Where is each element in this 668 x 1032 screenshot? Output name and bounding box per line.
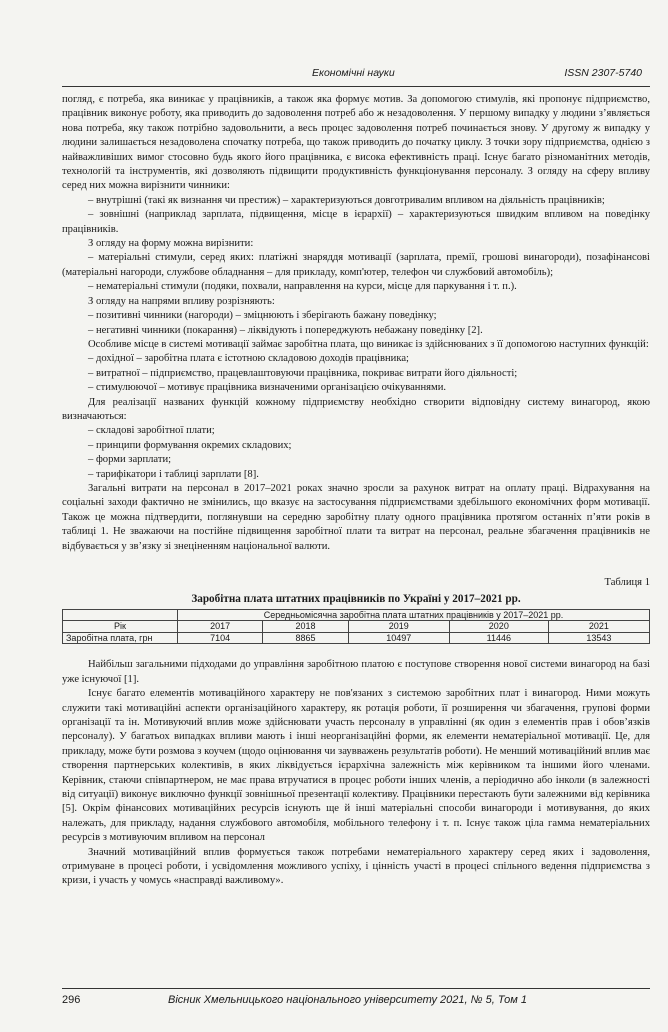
- table-cell: 2019: [348, 621, 449, 633]
- table-cell: 2018: [263, 621, 348, 633]
- list-item: – складові заробітної плати;: [88, 425, 215, 437]
- header-rule: [62, 86, 650, 87]
- list-item: – витратної – підприємство, працевлаштовуючи працівника, покриває витрати його діяльності;: [88, 367, 518, 379]
- journal-section: Економічні науки: [312, 67, 395, 79]
- table-cell: 2021: [548, 621, 649, 633]
- page-footer: [62, 992, 650, 1010]
- list-item: – негативні чинники (покарання) – ліквідують і попереджують небажану поведінку [2].: [88, 324, 483, 336]
- table-cell: 10497: [348, 632, 449, 644]
- issn: ISSN 2307-5740: [564, 67, 642, 79]
- paragraph: З огляду на форму можна вирізнити:: [88, 238, 254, 250]
- list-item: – форми зарплати;: [88, 454, 172, 466]
- paragraph: Загальні витрати на персонал в 2017–2021 роках значно зросли за рахунок витрат на оплату праці. Відрахування на соціальні заходи фактично не змінились, що вказує на застосування підприємствами здебільшого економічних форм мотивації. Також це можна підтвердити, поглянувши на середню заробітну плату одного працівника протягом останніх п’яти років в таблиці 1. Не зважаючи на постійне підвищення заробітної плати та витрат на персонал, реальне збагачення працівників не відбувається у зв’язку зі знеціненням національної валюти.: [62, 482, 650, 552]
- table-row: [63, 621, 650, 633]
- list-item: – нематеріальні стимули (подяки, похвали, направлення на курси, місце для паркування і т. п.).: [88, 281, 517, 293]
- page-header: [62, 63, 652, 83]
- table-row: [63, 632, 650, 644]
- table-cell: 13543: [548, 632, 649, 644]
- table-cell: 7104: [178, 632, 263, 644]
- table-subheader: Середньомісячна заробітна плата штатних працівників у 2017–2021 рр.: [178, 609, 650, 621]
- list-item: – позитивні чинники (нагороди) – зміцнюють і зберігають бажану поведінку;: [88, 310, 437, 322]
- paragraph: Особливе місце в системі мотивації займає заробітна плата, що виникає із здійснюваних з її допомогою наступних функцій:: [88, 338, 649, 350]
- table-number: Таблиця 1: [604, 577, 650, 588]
- list-item: – внутрішні (такі як визнання чи престиж) – характеризуються довготривалим впливом на діяльність працівників;: [88, 194, 605, 206]
- table-cell: 2020: [449, 621, 548, 633]
- paragraph: погляд, є потреба, яка виникає у працівників, а також яка формує мотив. За допомогою стимулів, які пропонує підприємство, працівник виконує роботу, яка приводить до задоволення потреб або ж незадоволення. У першому випадку у людини з’являється нова потреба, яку також потрібно задовольнити, а весь процес задоволення потреб починається знову. У другому ж випадку у людини залишається незадоволена спочатку потреба, що також приводить до початку циклу. З точки зору підприємства, однією з найважливіших вимог стосовно будь якого його працівника, є висока ефективність праці. Існує багато різноманітних методів, технологій та інструментів, які дозволяють підвищити продуктивність функціонування персоналу. З огляду на сферу впливу серед них можна вирізнити чинники:: [62, 94, 650, 192]
- table-row: [63, 609, 650, 621]
- list-item: – матеріальні стимули, серед яких: платіжні знаряддя мотивації (зарплата, премії, грошові винагороди), позафінансові (матеріальні нагороди, службове обладнання – для прикладу, комп'ютер, телефон чи службовий автомобіль);: [62, 252, 650, 278]
- paragraph: Для реалізації названих функцій кожному підприємству необхідно створити відповідну систему винагород, якою визначаються:: [62, 396, 650, 422]
- paragraph: Існує багато елементів мотиваційного характеру не пов'язаних з системою заробітних плат і винагород. Ними можуть служити такі мотиваційні аспекти організаційного характеру, як ротація роботи, її розширення чи збагачення, групові форми організації та ін. Мотивуючий вплив може здійснювати участь персоналу в управлінні (як один з елементів прав і обов’язків персоналу). У багатьох випадках впливи мають і інші неорганізаційні форми, як елементи нематеріальної мотивації. Це, для прикладу, може бути розмова з коучем (щодо оцінювання чи заувважень результатів роботи). Не менший мотиваційний вплив має створення партнерських колективів, в яких ліквідується ієрархічна залежність між керівником та іншими його членами. Керівник, стаючи співпартнером, не має права втручатися в процес роботи інших членів, а періодично або інколи (в залежності від ситуації) виконує виключно функції зовнішньої презентації колективу. Працівники перестають бути залежними від керівника [5]. Окрім фінансових мотиваційних ресурсів існують ще й інші матеріальні способи винагороди і мотивування, до яких належать, для прикладу, надання службового автомобіля, мобільного телефону і т. п. Існує також ціла гамма нематеріальних ресурсів з мотивуючим впливом на персонал: [62, 688, 650, 844]
- table-row-label: Заробітна плата, грн: [63, 632, 178, 644]
- list-item: – принципи формування окремих складових;: [88, 439, 292, 451]
- paragraph: З огляду на напрями впливу розрізняють:: [88, 295, 275, 307]
- list-item: – тарифікатори і таблиці зарплати [8].: [88, 468, 259, 480]
- paragraph: Найбільш загальними підходами до управління заробітною платою є поступове створення нової системи винагород на базі уже існуючої [1].: [62, 659, 650, 685]
- paragraph: Значний мотиваційний вплив формується також потребами нематеріального характеру серед яких і задоволення, отримуване в процесі роботи, і усвідомлення можливого успіху, і цінність участі в процесі спільного ведення підприємства з кризи, і участь у чомусь «насправді важливому».: [62, 846, 650, 887]
- list-item: – зовнішні (наприклад зарплата, підвищення, місце в ієрархії) – характеризуються швидким впливом на поведінку працівників.: [62, 209, 650, 235]
- salary-table: [62, 609, 650, 645]
- table-title: Заробітна плата штатних працівників по Україні у 2017–2021 рр.: [191, 593, 521, 606]
- table-cell: 11446: [449, 632, 548, 644]
- footer-rule: [62, 988, 650, 989]
- page-number: 296: [62, 994, 81, 1006]
- journal-name: Вісник Хмельницького національного університету 2021, № 5, Том 1: [168, 994, 528, 1006]
- table-row-label: Рік: [63, 621, 178, 633]
- table-cell: [63, 609, 178, 621]
- list-item: – дохідної – заробітна плата є істотною складовою доходів працівника;: [88, 353, 409, 365]
- table-cell: 2017: [178, 621, 263, 633]
- table-cell: 8865: [263, 632, 348, 644]
- article-body: [62, 93, 650, 889]
- list-item: – стимулюючої – мотивує працівника визначеними організацією очікуваннями.: [88, 382, 447, 394]
